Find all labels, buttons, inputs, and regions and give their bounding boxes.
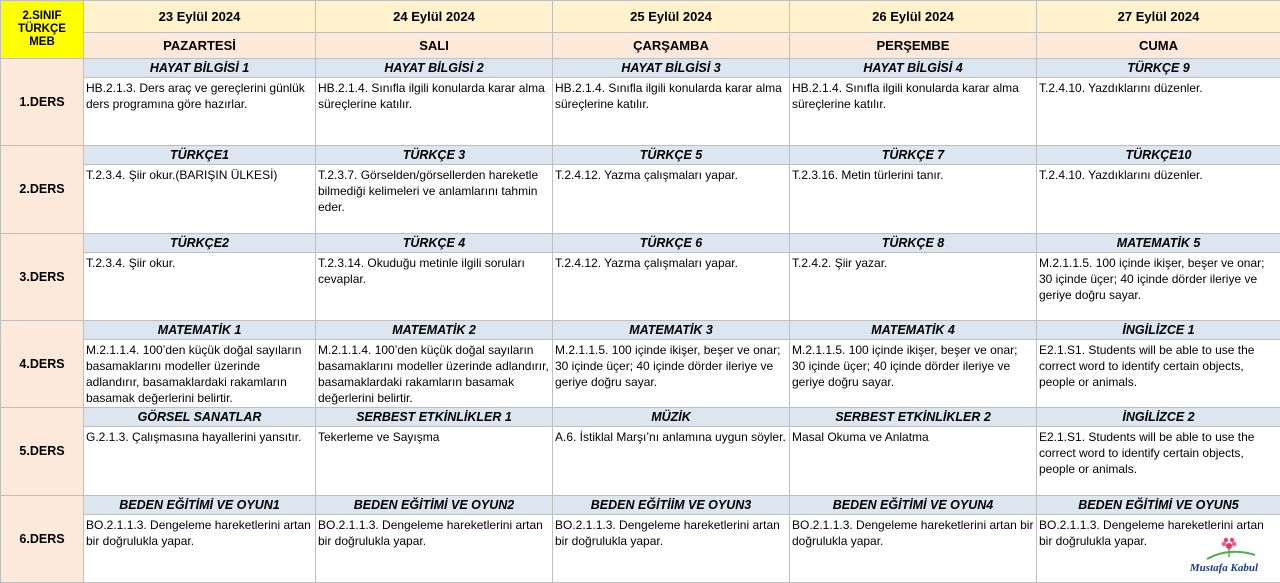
day-header-wed: ÇARŞAMBA: [553, 33, 790, 59]
lesson-subject: BEDEN EĞİTİİM VE OYUN3: [553, 496, 789, 515]
lesson-cell: [316, 408, 553, 495]
lesson-outcome: Masal Okuma ve Anlatma: [792, 430, 929, 445]
lesson-subject: İNGİLİZCE 2: [1037, 408, 1280, 427]
period-label: 5.DERS: [1, 408, 84, 495]
lesson-outcome: HB.2.1.4. Sınıfla ilgili konularda karar alma süreçlerine katılır.: [792, 81, 1019, 111]
lesson-cell: [790, 321, 1037, 408]
period-label: 1.DERS: [1, 59, 84, 146]
day-header-mon: PAZARTESİ: [84, 33, 316, 59]
date-header-tue: 24 Eylül 2024: [316, 1, 553, 33]
lesson-outcome: HB.2.1.4. Sınıfla ilgili konularda karar alma süreçlerine katılır.: [555, 81, 782, 111]
corner-line-subject: TÜRKÇE: [18, 23, 66, 35]
lesson-cell: [84, 408, 316, 495]
lesson-outcome: M.2.1.1.5. 100 içinde ikişer, beşer ve onar; 30 içinde üçer; 40 içinde dörder ileriye ve geriye doğru sayar.: [1039, 255, 1265, 302]
period-label: 6.DERS: [1, 496, 84, 583]
date-header-wed: 25 Eylül 2024: [553, 1, 790, 33]
lesson-cell: [316, 59, 553, 146]
date-header-mon: 23 Eylül 2024: [84, 1, 316, 33]
lesson-cell: [553, 234, 790, 321]
lesson-subject: MATEMATİK 2: [316, 321, 552, 340]
lesson-subject: MATEMATİK 4: [790, 321, 1036, 340]
lesson-cell: [553, 496, 790, 583]
lesson-subject: TÜRKÇE1: [84, 146, 315, 165]
lesson-outcome: BO.2.1.1.3. Dengeleme hareketlerini artan bir doğrulukla yapar.: [318, 517, 543, 548]
lesson-cell: [1037, 321, 1280, 408]
corner-line-class: 2.SINIF: [22, 10, 62, 22]
lesson-cell: [1037, 146, 1280, 233]
lesson-subject: GÖRSEL SANATLAR: [84, 408, 315, 427]
flower-icon: [1207, 538, 1255, 559]
date-header-fri: 27 Eylül 2024: [1037, 1, 1280, 33]
lesson-subject: HAYAT BİLGİSİ 4: [790, 59, 1036, 78]
lesson-outcome: E2.1.S1. Students will be able to use the correct word to identify certain objects, people or animals.: [1039, 343, 1255, 389]
lesson-cell: [553, 146, 790, 233]
lesson-subject: TÜRKÇE2: [84, 234, 315, 253]
lesson-subject: SERBEST ETKİNLİKLER 1: [316, 408, 552, 427]
lesson-subject: MATEMATİK 1: [84, 321, 315, 340]
lesson-subject: TÜRKÇE10: [1037, 146, 1280, 165]
lesson-subject: TÜRKÇE 7: [790, 146, 1036, 165]
lesson-outcome: A.6. İstiklal Marşı’nı anlamına uygun söyler.: [555, 430, 786, 445]
lesson-outcome: T.2.4.2. Şiir yazar.: [792, 255, 888, 270]
lesson-outcome: HB.2.1.4. Sınıfla ilgili konularda karar alma süreçlerine katılır.: [318, 81, 545, 111]
lesson-subject: SERBEST ETKİNLİKLER 2: [790, 408, 1036, 427]
lesson-cell: [1037, 59, 1280, 146]
lesson-subject: TÜRKÇE 8: [790, 234, 1036, 253]
lesson-subject: BEDEN EĞİTİMİ VE OYUN2: [316, 496, 552, 515]
period-label: 2.DERS: [1, 146, 84, 233]
lesson-outcome: T.2.3.14. Okuduğu metinle ilgili soruları cevaplar.: [318, 255, 525, 286]
lesson-outcome: T.2.4.10. Yazdıklarını düzenler.: [1039, 168, 1203, 183]
lesson-subject: TÜRKÇE 3: [316, 146, 552, 165]
lesson-outcome: BO.2.1.1.3. Dengeleme hareketlerini artan bir doğrulukla yapar.: [555, 517, 780, 548]
lesson-outcome: M.2.1.1.5. 100 içinde ikişer, beşer ve onar; 30 içinde üçer; 40 içinde dörder ileriye ve geriye doğru sayar.: [792, 343, 1018, 389]
period-label: 3.DERS: [1, 234, 84, 321]
lesson-outcome: Tekerleme ve Sayışma: [318, 430, 440, 445]
lesson-cell: [553, 321, 790, 408]
lesson-subject: TÜRKÇE 4: [316, 234, 552, 253]
lesson-cell: [790, 234, 1037, 321]
lesson-subject: MATEMATİK 3: [553, 321, 789, 340]
lesson-cell: [790, 146, 1037, 233]
lesson-cell: [316, 146, 553, 233]
day-header-tue: SALI: [316, 33, 553, 59]
corner-line-meb: MEB: [29, 36, 55, 48]
lesson-cell: [316, 321, 553, 408]
corner-header: [1, 1, 84, 59]
lesson-cell: [1037, 408, 1280, 495]
day-header-thu: PERŞEMBE: [790, 33, 1037, 59]
lesson-subject: TÜRKÇE 9: [1037, 59, 1280, 78]
lesson-cell: [553, 408, 790, 495]
lesson-outcome: E2.1.S1. Students will be able to use the correct word to identify certain objects, people or animals.: [1039, 430, 1255, 477]
lesson-cell: [316, 234, 553, 321]
lesson-outcome: HB.2.1.3. Ders araç ve gereçlerini günlük ders programına göre hazırlar.: [86, 81, 305, 111]
lesson-subject: BEDEN EĞİTİMİ VE OYUN4: [790, 496, 1036, 515]
lesson-subject: MATEMATİK 5: [1037, 234, 1280, 253]
date-header-thu: 26 Eylül 2024: [790, 1, 1037, 33]
lesson-outcome: T.2.3.4. Şiir okur.(BARIŞIN ÜLKESİ): [86, 168, 278, 183]
lesson-cell: [1037, 234, 1280, 321]
lesson-outcome: BO.2.1.1.3. Dengeleme hareketlerini artan bir doğrulukla yapar.: [1039, 517, 1264, 548]
period-label: 4.DERS: [1, 321, 84, 408]
day-header-fri: CUMA: [1037, 33, 1280, 59]
lesson-outcome: T.2.3.16. Metin türlerini tanır.: [792, 168, 944, 183]
lesson-outcome: M.2.1.1.5. 100 içinde ikişer, beşer ve onar; 30 içinde üçer; 40 içinde dörder ileriye ve geriye doğru sayar.: [555, 343, 781, 389]
lesson-subject: HAYAT BİLGİSİ 3: [553, 59, 789, 78]
lesson-outcome: BO.2.1.1.3. Dengeleme hareketlerini artan bir doğrulukla yapar.: [792, 517, 1034, 548]
lesson-cell: [790, 496, 1037, 583]
lesson-cell: [790, 408, 1037, 495]
lesson-cell: [84, 234, 316, 321]
logo-signature: Mustafa Kabul: [1189, 562, 1259, 574]
lesson-cell: [84, 321, 316, 408]
lesson-subject: TÜRKÇE 6: [553, 234, 789, 253]
lesson-subject: HAYAT BİLGİSİ 2: [316, 59, 552, 78]
lesson-subject: HAYAT BİLGİSİ 1: [84, 59, 315, 78]
lesson-outcome: T.2.3.4. Şiir okur.: [86, 255, 176, 270]
lesson-outcome: T.2.3.7. Görselden/görsellerden hareketle bilmediği kelimeleri ve anlamlarını tahmin eder.: [318, 168, 539, 215]
lesson-outcome: M.2.1.1.4. 100’den küçük doğal sayıların basamaklarını modeller üzerinde adlandırır, basamaklardaki rakamların basamak değerlerini belirtir.: [86, 343, 302, 405]
lesson-outcome: T.2.4.12. Yazma çalışmaları yapar.: [555, 255, 738, 270]
author-logo: [1177, 537, 1272, 577]
lesson-subject: İNGİLİZCE 1: [1037, 321, 1280, 340]
lesson-cell: [553, 59, 790, 146]
lesson-cell: [316, 496, 553, 583]
lesson-subject: MÜZİK: [553, 408, 789, 427]
lesson-outcome: BO.2.1.1.3. Dengeleme hareketlerini artan bir doğrulukla yapar.: [86, 517, 311, 548]
lesson-cell: [84, 59, 316, 146]
lesson-subject: BEDEN EĞİTİMİ VE OYUN1: [84, 496, 315, 515]
lesson-cell: [84, 146, 316, 233]
lesson-outcome: T.2.4.12. Yazma çalışmaları yapar.: [555, 168, 738, 183]
lesson-subject: BEDEN EĞİTİMİ VE OYUN5: [1037, 496, 1280, 515]
lesson-cell: [790, 59, 1037, 146]
lesson-outcome: G.2.1.3. Çalışmasına hayallerini yansıtır.: [86, 430, 302, 445]
lesson-subject: TÜRKÇE 5: [553, 146, 789, 165]
lesson-cell: [84, 496, 316, 583]
lesson-outcome: T.2.4.10. Yazdıklarını düzenler.: [1039, 81, 1203, 95]
lesson-outcome: M.2.1.1.4. 100’den küçük doğal sayıların basamaklarını modeller üzerinde adlandırır, basamaklardaki rakamların basamak değerlerini belirtir.: [318, 343, 549, 405]
